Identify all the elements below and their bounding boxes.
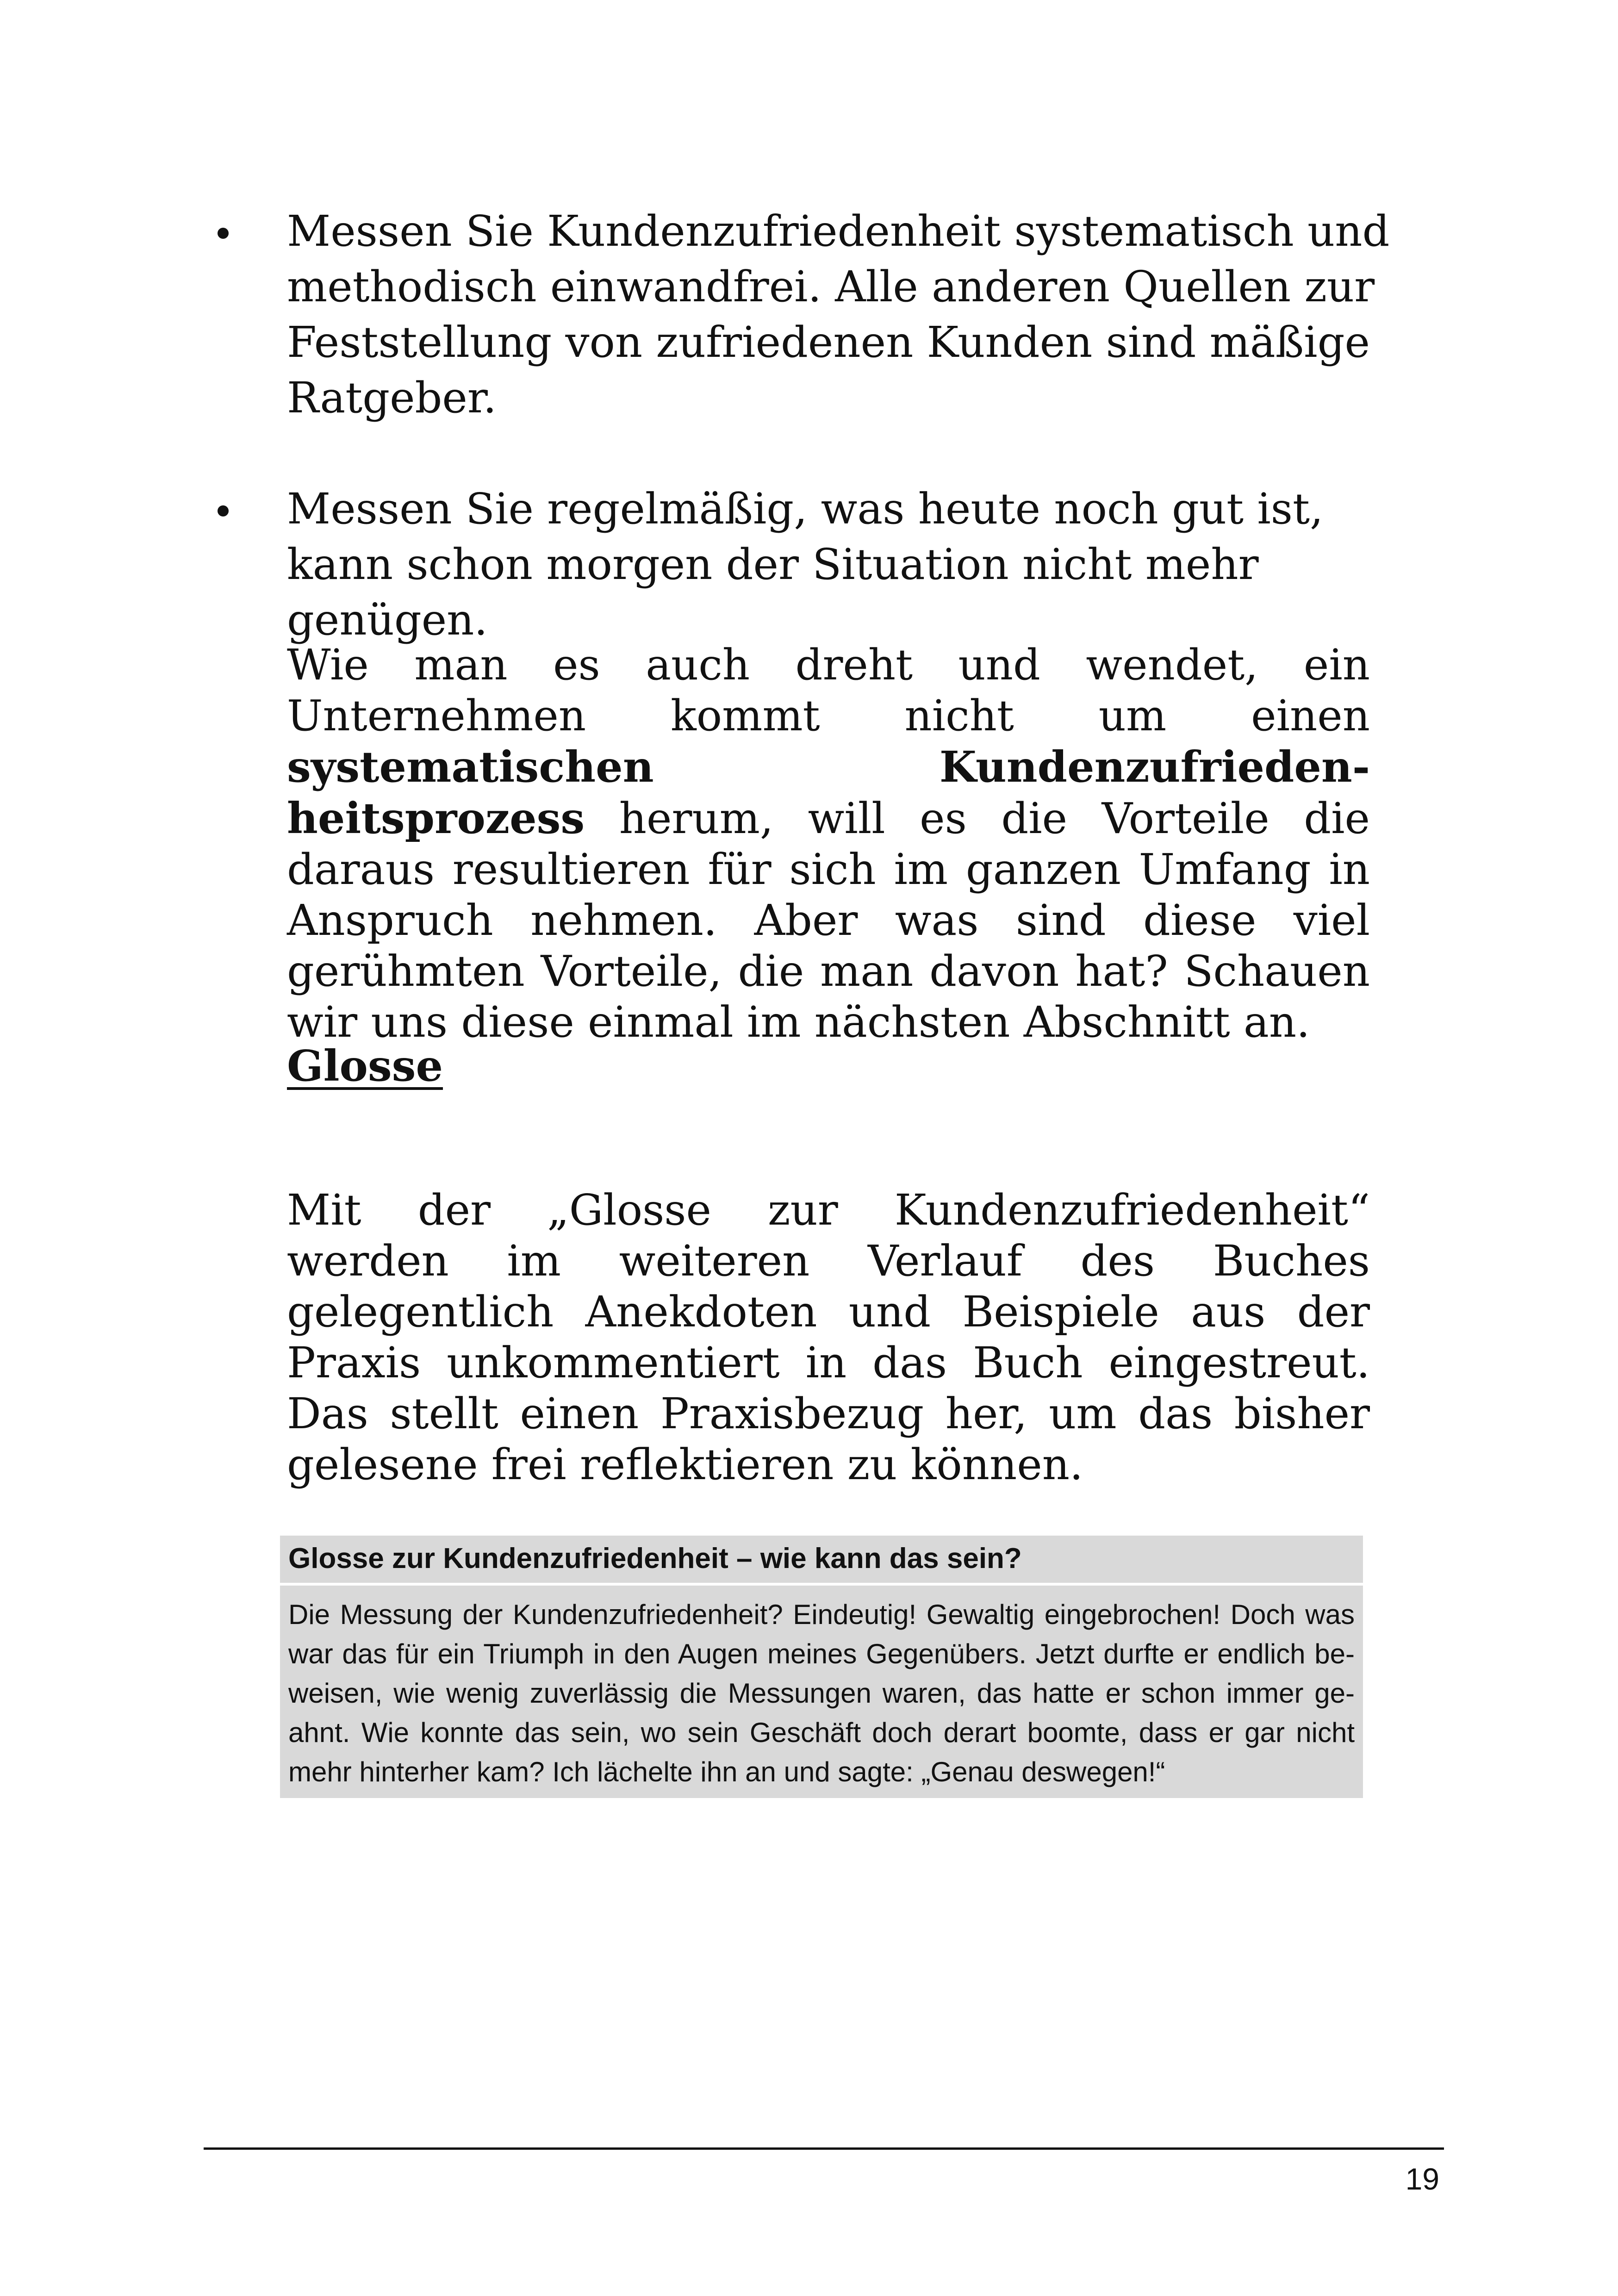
bullet-dot-icon (218, 505, 229, 516)
gloss-box (280, 1536, 1363, 1798)
bullet-text: Messen Sie Kundenzufriedenheit systematisch und methodisch einwandfrei. Alle anderen Quellen zur Feststellung von zufriedenen Kunden sind mäßige Ratgeber. (287, 206, 1390, 423)
paragraph-text: herum, will es die Vorteile die daraus resultieren für sich im ganzen Umfang in Anspruch nehmen. Aber was sind diese viel gerühmten Vorteile, die man davon hat? Schauen wir uns diese einmal im nächsten Abschnitt an. (287, 794, 1370, 1047)
bullet-dot-icon (218, 228, 229, 239)
paragraph-bold-text: systematischen Kundenzufriedenheitsprozess (287, 742, 1370, 843)
gloss-box-title: Glosse zur Kundenzufriedenheit – wie kann das sein? (280, 1536, 1363, 1586)
body-paragraph: Mit der „Glosse zur Kundenzufriedenheit“ werden im weiteren Verlauf des Buches gelegentlich Anekdoten und Beispiele aus der Praxis unkommentiert in das Buch eingestreut. Das stellt einen Praxisbezug her, um das bisher gelesene frei reflektieren zu können. (287, 1185, 1370, 1489)
gloss-box-body: Die Messung der Kundenzufriedenheit? Eindeutig! Gewaltig eingebrochen! Doch was war das für ein Triumph in den Augen meines Gegenübers. Jetzt durfte er endlich beweisen, wie wenig zuverlässig die Messungen waren, das hatte er schon immer geahnt. Wie konnte das sein, wo sein Geschäft doch derart boomte, dass er gar nicht mehr hinterher kam? Ich lächelte ihn an und sagte: „Genau deswegen!“ (288, 1599, 1355, 1787)
bullet-item (218, 481, 1402, 648)
section-heading: Glosse (287, 1041, 443, 1091)
body-paragraph (287, 640, 1370, 1048)
page-number: 19 (1405, 2162, 1439, 2196)
paragraph-text: Wie man es auch dreht und wendet, ein Unternehmen kommt nicht um einen (287, 640, 1370, 740)
footer-rule (204, 2147, 1444, 2150)
bullet-list (218, 204, 1402, 703)
bullet-item (218, 204, 1402, 426)
bullet-text: Messen Sie regelmäßig, was heute noch gut ist, kann schon morgen der Situation nicht mehr genügen. (287, 484, 1324, 645)
